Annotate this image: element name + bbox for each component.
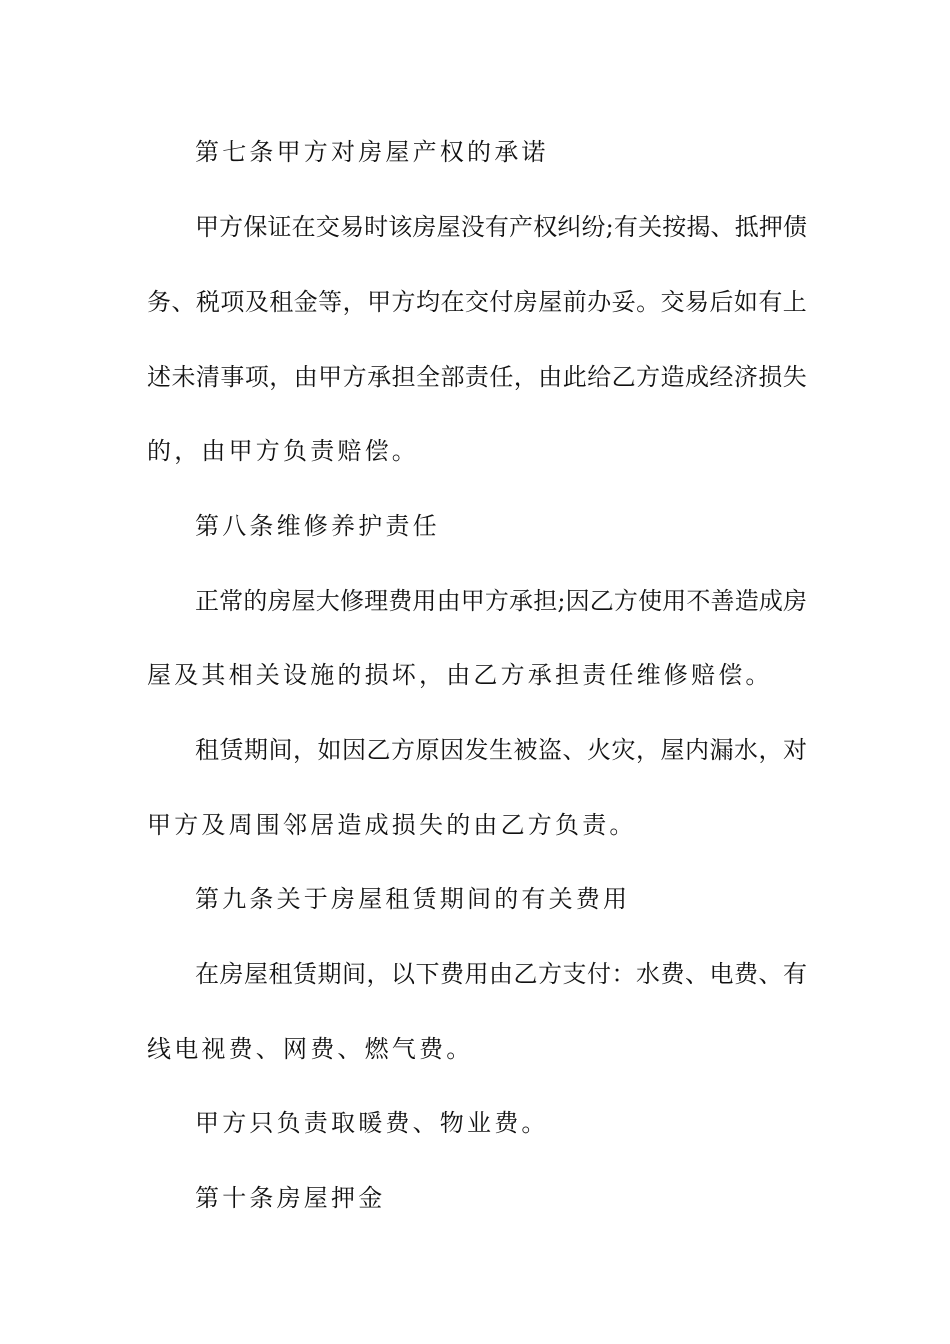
article-8-heading: 第八条维修养护责任 xyxy=(195,512,440,540)
article-10-heading: 第十条房屋押金 xyxy=(195,1184,386,1212)
article-8-paragraph-1-line-2: 屋及其相关设施的损坏，由乙方承担责任维修赔偿。 xyxy=(147,661,773,689)
article-7-paragraph-line-2: 务 、 税 项 及 租 金 等 ， 甲 方 均 在 交 付 房 屋 前 办 妥 。 交 易 后 如 有 上 xyxy=(147,288,807,316)
article-8-paragraph-2-line-1: 租 赁 期 间 ， 如 因 乙 方 原 因 发 生 被 盗 、 火 灾 ， 屋 内 漏 水 ， 对 xyxy=(195,736,807,764)
article-7-paragraph-line-1: 甲 方 保 证 在 交 易 时 该 房 屋 没 有 产 权 纠 纷 ; 有 关 按 揭 、 抵 押 债 xyxy=(195,213,807,241)
article-7-paragraph-line-3: 述 未 清 事 项 ， 由 甲 方 承 担 全 部 责 任 ， 由 此 给 乙 方 造 成 经 济 损 失 xyxy=(147,363,807,391)
article-9-paragraph-1-line-1: 在 房 屋 租 赁 期 间 ， 以 下 费 用 由 乙 方 支 付 ： 水 费 、 电 费 、 有 xyxy=(195,960,807,988)
article-7-heading: 第七条甲方对房屋产权的承诺 xyxy=(195,138,549,166)
article-8-paragraph-2-line-2: 甲方及周围邻居造成损失的由乙方负责。 xyxy=(147,811,637,839)
article-7-paragraph-line-4: 的，由甲方负责赔偿。 xyxy=(147,437,419,465)
article-8-paragraph-1-line-1: 正 常 的 房 屋 大 修 理 费 用 由 甲 方 承 担 ; 因 乙 方 使 用 不 善 造 成 房 xyxy=(195,587,807,615)
article-9-paragraph-2: 甲方只负责取暖费、物业费。 xyxy=(195,1109,549,1137)
article-9-heading: 第九条关于房屋租赁期间的有关费用 xyxy=(195,885,631,913)
article-9-paragraph-1-line-2: 线电视费、网费、燃气费。 xyxy=(147,1035,474,1063)
